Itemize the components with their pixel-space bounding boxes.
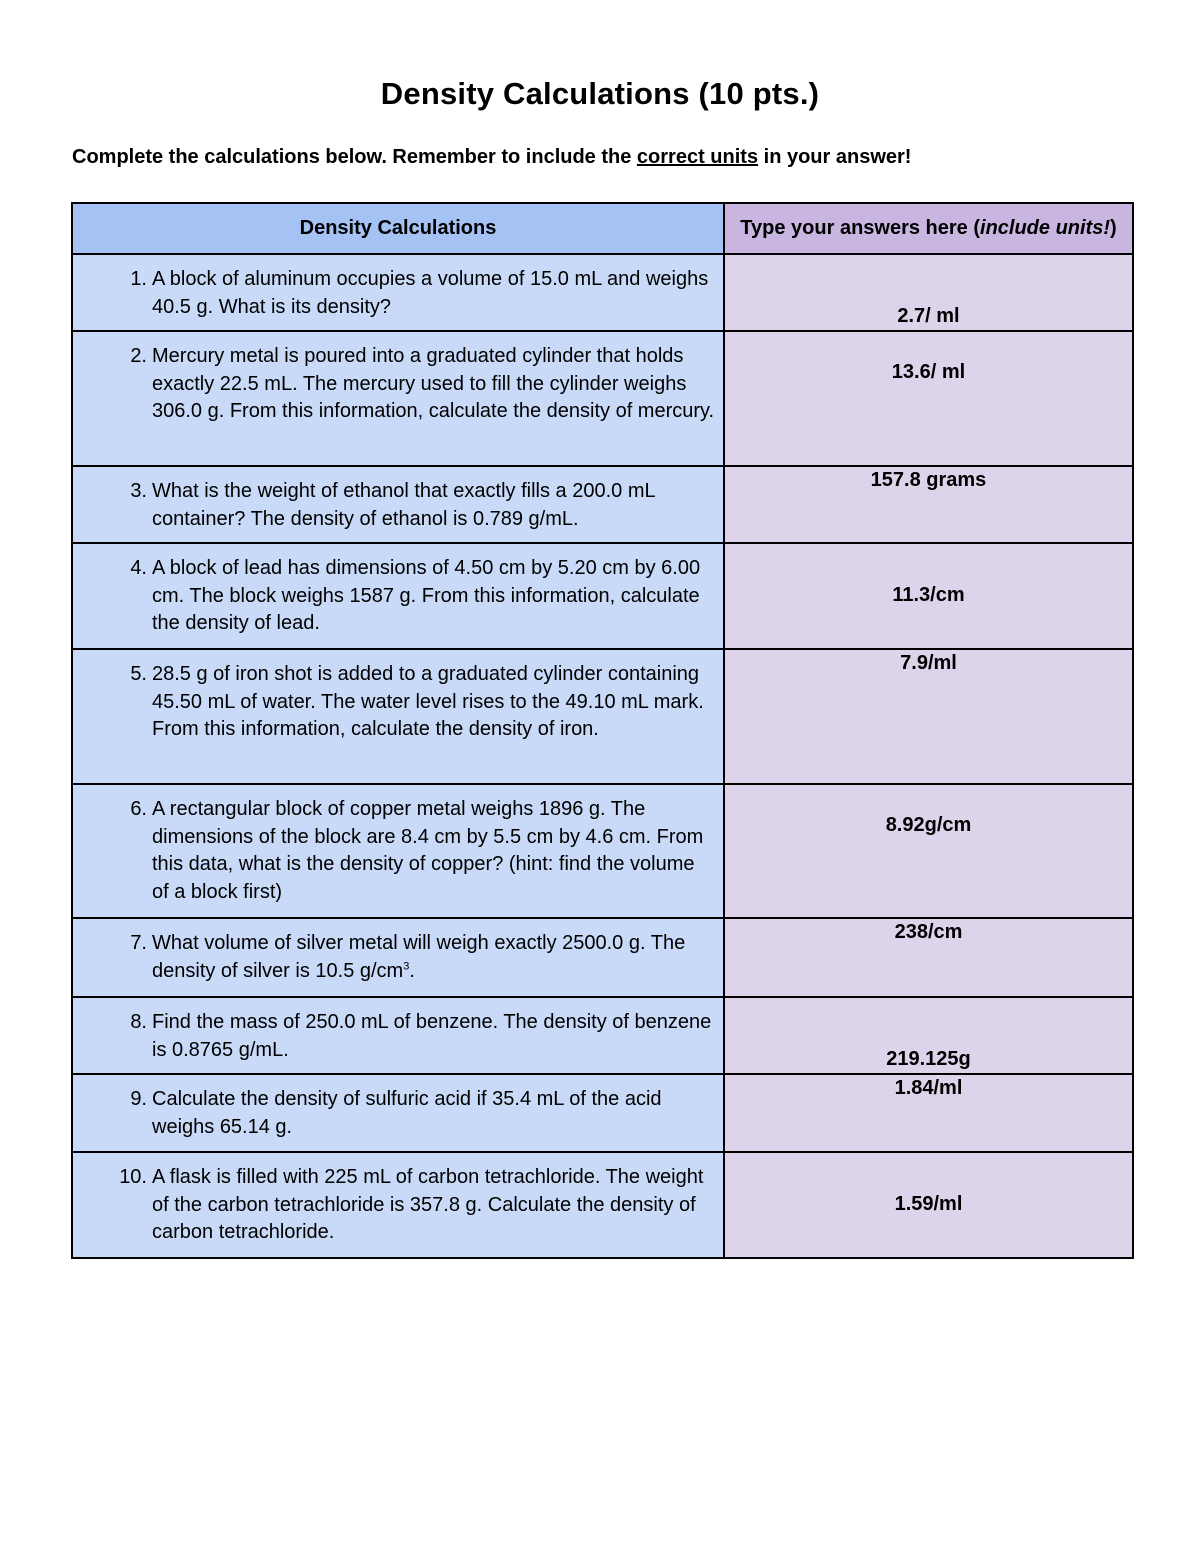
table-row	[72, 543, 1133, 649]
question-cell	[72, 331, 724, 466]
instructions-text-end: in your answer!	[758, 146, 912, 168]
answer-cell[interactable]: 238/cm	[724, 918, 1133, 997]
question-number: 8.	[130, 1011, 147, 1033]
instructions-text: Complete the calculations below. Remember to include the	[72, 146, 637, 168]
question-number: 4.	[130, 557, 147, 579]
header-answers-italic: include units!	[980, 216, 1111, 239]
table-row	[72, 466, 1133, 543]
question-cell	[72, 918, 724, 997]
question-number: 5.	[130, 663, 147, 685]
answer-cell[interactable]	[724, 784, 1133, 918]
answer-text[interactable]: 13.6/ ml	[891, 361, 966, 383]
table-row	[72, 918, 1133, 997]
question-text: Calculate the density of sulfuric acid if 35.4 mL of the acid weighs 65.14 g.	[152, 1088, 662, 1138]
table-row	[72, 1152, 1133, 1258]
question-number: 1.	[130, 268, 147, 290]
answer-cell[interactable]: 7.9/ml	[724, 649, 1133, 784]
question-text: A rectangular block of copper metal weighs 1896 g. The dimensions of the block are 8.4 cm by 5.5 cm by 4.6 cm. From this data, what is the density of copper? (hint: find the volume of a block first)	[152, 798, 704, 903]
question-text: What is the weight of ethanol that exactly fills a 200.0 mL container? The density of ethanol is 0.789 g/mL.	[152, 480, 655, 530]
table-row	[72, 997, 1133, 1074]
question-text: 28.5 g of iron shot is added to a graduated cylinder containing 45.50 mL of water. The water level rises to the 49.10 mL mark. From this information, calculate the density of iron.	[152, 663, 704, 740]
answer-cell[interactable]: 1.84/ml	[724, 1074, 1133, 1152]
question-text: A flask is filled with 225 mL of carbon tetrachloride. The weight of the carbon tetrachloride is 357.8 g. Calculate the density of carbon tetrachloride.	[152, 1166, 704, 1243]
question-number: 3.	[130, 480, 147, 502]
question-cell	[72, 466, 724, 543]
table-row	[72, 254, 1133, 331]
question-cell	[72, 254, 724, 331]
answer-cell[interactable]: 219.125g	[724, 997, 1133, 1074]
question-text-end: .	[409, 959, 415, 982]
question-number: 2.	[130, 345, 147, 367]
question-number: 7.	[130, 932, 147, 954]
question-number: 6.	[130, 798, 147, 820]
question-number: 9.	[130, 1088, 147, 1110]
table-row	[72, 331, 1133, 466]
header-questions: Density Calculations	[72, 203, 724, 254]
answer-cell[interactable]: 1.59/ml	[724, 1152, 1133, 1258]
density-table	[71, 202, 1134, 1259]
table-header-row	[72, 203, 1133, 254]
table-row	[72, 1074, 1133, 1152]
answer-cell[interactable]: 2.7/ ml	[724, 254, 1133, 331]
answer-text[interactable]: 8.92g/cm	[885, 814, 972, 836]
question-cell	[72, 649, 724, 784]
answer-cell[interactable]: 157.8 grams	[724, 466, 1133, 543]
header-answers-prefix: Type your answers here (	[740, 216, 981, 239]
page-title: Density Calculations (10 pts.)	[380, 76, 820, 111]
answer-cell[interactable]	[724, 331, 1133, 466]
instructions	[72, 146, 911, 169]
question-cell	[72, 1152, 724, 1258]
question-text: What volume of silver metal will weigh exactly 2500.0 g. The density of silver is 10.5 g/cm	[152, 932, 686, 982]
table-row	[72, 784, 1133, 918]
superscript-cubed: 3	[403, 959, 410, 972]
question-text: Find the mass of 250.0 mL of benzene. The density of benzene is 0.8765 g/mL.	[152, 1011, 712, 1061]
answer-cell[interactable]: 11.3/cm	[724, 543, 1133, 649]
table-row	[72, 649, 1133, 784]
question-number: 10.	[119, 1166, 147, 1188]
header-answers-suffix: )	[1110, 216, 1117, 239]
question-text: A block of aluminum occupies a volume of 15.0 mL and weighs 40.5 g. What is its density?	[152, 268, 709, 318]
question-cell	[72, 997, 724, 1074]
header-answers	[724, 203, 1133, 254]
question-cell	[72, 1074, 724, 1152]
question-cell	[72, 543, 724, 649]
question-text: Mercury metal is poured into a graduated cylinder that holds exactly 22.5 mL. The mercury used to fill the cylinder weighs 306.0 g. From this information, calculate the density of mercury.	[152, 345, 715, 422]
instructions-underlined: correct units	[636, 146, 759, 168]
question-cell	[72, 784, 724, 918]
question-text: A block of lead has dimensions of 4.50 cm by 5.20 cm by 6.00 cm. The block weighs 1587 g. From this information, calculate the density of lead.	[152, 557, 701, 634]
